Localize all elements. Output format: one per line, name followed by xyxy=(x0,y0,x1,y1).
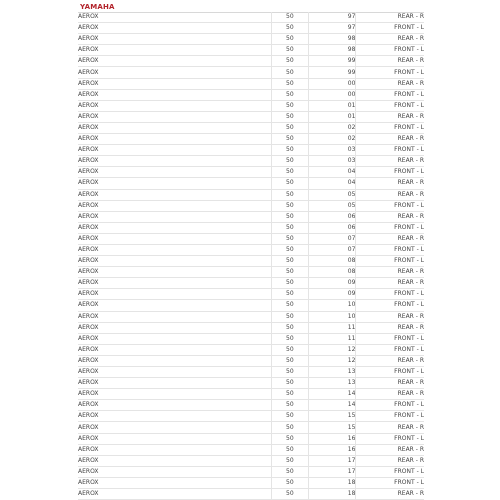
compatibility-table xyxy=(78,12,424,500)
displacement-cell: 50 xyxy=(271,156,308,167)
displacement-cell: 50 xyxy=(271,367,308,378)
year-cell: 18 xyxy=(308,477,355,488)
displacement-cell: 50 xyxy=(271,278,308,289)
displacement-cell: 50 xyxy=(271,23,308,34)
table-row xyxy=(78,100,424,111)
position-cell: FRONT - L xyxy=(356,289,424,300)
displacement-cell: 50 xyxy=(271,289,308,300)
table-row xyxy=(78,367,424,378)
table-row xyxy=(78,489,424,500)
model-cell: AEROX xyxy=(78,311,271,322)
position-cell: FRONT - L xyxy=(356,411,424,422)
position-cell: FRONT - L xyxy=(356,67,424,78)
table-row xyxy=(78,200,424,211)
year-cell: 10 xyxy=(308,311,355,322)
year-cell: 09 xyxy=(308,289,355,300)
displacement-cell: 50 xyxy=(271,422,308,433)
displacement-cell: 50 xyxy=(271,178,308,189)
table-row xyxy=(78,422,424,433)
year-cell: 17 xyxy=(308,455,355,466)
model-cell: AEROX xyxy=(78,78,271,89)
displacement-cell: 50 xyxy=(271,322,308,333)
model-cell: AEROX xyxy=(78,56,271,67)
position-cell: REAR - R xyxy=(356,233,424,244)
year-cell: 00 xyxy=(308,78,355,89)
year-cell: 12 xyxy=(308,355,355,366)
position-cell: FRONT - L xyxy=(356,333,424,344)
position-cell: FRONT - L xyxy=(356,222,424,233)
model-cell: AEROX xyxy=(78,422,271,433)
position-cell: REAR - R xyxy=(356,422,424,433)
displacement-cell: 50 xyxy=(271,189,308,200)
displacement-cell: 50 xyxy=(271,78,308,89)
position-cell: FRONT - L xyxy=(356,256,424,267)
displacement-cell: 50 xyxy=(271,89,308,100)
model-cell: AEROX xyxy=(78,178,271,189)
position-cell: FRONT - L xyxy=(356,45,424,56)
table-row xyxy=(78,23,424,34)
table-row xyxy=(78,411,424,422)
table-row xyxy=(78,134,424,145)
table-row xyxy=(78,122,424,133)
displacement-cell: 50 xyxy=(271,222,308,233)
year-cell: 02 xyxy=(308,134,355,145)
table-row xyxy=(78,444,424,455)
model-cell: AEROX xyxy=(78,12,271,23)
position-cell: REAR - R xyxy=(356,444,424,455)
model-cell: AEROX xyxy=(78,300,271,311)
displacement-cell: 50 xyxy=(271,100,308,111)
table-row xyxy=(78,466,424,477)
model-cell: AEROX xyxy=(78,100,271,111)
displacement-cell: 50 xyxy=(271,466,308,477)
table-row xyxy=(78,34,424,45)
year-cell: 98 xyxy=(308,34,355,45)
model-cell: AEROX xyxy=(78,134,271,145)
year-cell: 01 xyxy=(308,100,355,111)
displacement-cell: 50 xyxy=(271,333,308,344)
position-cell: FRONT - L xyxy=(356,167,424,178)
year-cell: 16 xyxy=(308,433,355,444)
year-cell: 17 xyxy=(308,466,355,477)
year-cell: 05 xyxy=(308,189,355,200)
year-cell: 01 xyxy=(308,111,355,122)
year-cell: 98 xyxy=(308,45,355,56)
position-cell: REAR - R xyxy=(356,455,424,466)
position-cell: REAR - R xyxy=(356,378,424,389)
position-cell: REAR - R xyxy=(356,355,424,366)
table-row xyxy=(78,433,424,444)
position-cell: REAR - R xyxy=(356,156,424,167)
model-cell: AEROX xyxy=(78,289,271,300)
position-cell: REAR - R xyxy=(356,267,424,278)
displacement-cell: 50 xyxy=(271,267,308,278)
model-cell: AEROX xyxy=(78,111,271,122)
model-cell: AEROX xyxy=(78,378,271,389)
displacement-cell: 50 xyxy=(271,45,308,56)
table-row xyxy=(78,244,424,255)
model-cell: AEROX xyxy=(78,222,271,233)
table-row xyxy=(78,344,424,355)
year-cell: 18 xyxy=(308,489,355,500)
table-row xyxy=(78,145,424,156)
table-row xyxy=(78,378,424,389)
position-cell: REAR - R xyxy=(356,311,424,322)
model-cell: AEROX xyxy=(78,322,271,333)
year-cell: 15 xyxy=(308,411,355,422)
displacement-cell: 50 xyxy=(271,477,308,488)
table-row xyxy=(78,289,424,300)
position-cell: REAR - R xyxy=(356,322,424,333)
model-cell: AEROX xyxy=(78,34,271,45)
year-cell: 14 xyxy=(308,389,355,400)
model-cell: AEROX xyxy=(78,477,271,488)
model-cell: AEROX xyxy=(78,344,271,355)
position-cell: FRONT - L xyxy=(356,300,424,311)
position-cell: FRONT - L xyxy=(356,200,424,211)
displacement-cell: 50 xyxy=(271,355,308,366)
position-cell: FRONT - L xyxy=(356,122,424,133)
displacement-cell: 50 xyxy=(271,200,308,211)
year-cell: 97 xyxy=(308,23,355,34)
displacement-cell: 50 xyxy=(271,378,308,389)
position-cell: REAR - R xyxy=(356,34,424,45)
displacement-cell: 50 xyxy=(271,111,308,122)
model-cell: AEROX xyxy=(78,267,271,278)
year-cell: 16 xyxy=(308,444,355,455)
year-cell: 03 xyxy=(308,145,355,156)
displacement-cell: 50 xyxy=(271,300,308,311)
year-cell: 04 xyxy=(308,167,355,178)
displacement-cell: 50 xyxy=(271,244,308,255)
displacement-cell: 50 xyxy=(271,134,308,145)
table-row xyxy=(78,322,424,333)
year-cell: 97 xyxy=(308,12,355,23)
position-cell: REAR - R xyxy=(356,389,424,400)
year-cell: 00 xyxy=(308,89,355,100)
table-row xyxy=(78,267,424,278)
model-cell: AEROX xyxy=(78,389,271,400)
model-cell: AEROX xyxy=(78,23,271,34)
year-cell: 05 xyxy=(308,200,355,211)
year-cell: 08 xyxy=(308,256,355,267)
year-cell: 15 xyxy=(308,422,355,433)
displacement-cell: 50 xyxy=(271,455,308,466)
table-row xyxy=(78,67,424,78)
table-row xyxy=(78,256,424,267)
table-row xyxy=(78,233,424,244)
model-cell: AEROX xyxy=(78,278,271,289)
brand-heading: YAMAHA xyxy=(80,3,115,11)
displacement-cell: 50 xyxy=(271,256,308,267)
position-cell: REAR - R xyxy=(356,178,424,189)
table-row xyxy=(78,211,424,222)
table-row xyxy=(78,477,424,488)
year-cell: 07 xyxy=(308,233,355,244)
model-cell: AEROX xyxy=(78,455,271,466)
year-cell: 03 xyxy=(308,156,355,167)
displacement-cell: 50 xyxy=(271,344,308,355)
displacement-cell: 50 xyxy=(271,233,308,244)
model-cell: AEROX xyxy=(78,400,271,411)
model-cell: AEROX xyxy=(78,411,271,422)
displacement-cell: 50 xyxy=(271,56,308,67)
position-cell: FRONT - L xyxy=(356,244,424,255)
year-cell: 99 xyxy=(308,56,355,67)
year-cell: 11 xyxy=(308,322,355,333)
table-row xyxy=(78,278,424,289)
table-row xyxy=(78,178,424,189)
position-cell: FRONT - L xyxy=(356,400,424,411)
position-cell: REAR - R xyxy=(356,111,424,122)
table-row xyxy=(78,111,424,122)
year-cell: 10 xyxy=(308,300,355,311)
model-cell: AEROX xyxy=(78,211,271,222)
year-cell: 06 xyxy=(308,222,355,233)
displacement-cell: 50 xyxy=(271,444,308,455)
table-row xyxy=(78,167,424,178)
model-cell: AEROX xyxy=(78,45,271,56)
model-cell: AEROX xyxy=(78,89,271,100)
displacement-cell: 50 xyxy=(271,489,308,500)
compatibility-table-body xyxy=(78,12,424,500)
year-cell: 02 xyxy=(308,122,355,133)
position-cell: FRONT - L xyxy=(356,100,424,111)
model-cell: AEROX xyxy=(78,466,271,477)
position-cell: FRONT - L xyxy=(356,477,424,488)
year-cell: 12 xyxy=(308,344,355,355)
table-row xyxy=(78,300,424,311)
table-row xyxy=(78,156,424,167)
displacement-cell: 50 xyxy=(271,167,308,178)
displacement-cell: 50 xyxy=(271,34,308,45)
year-cell: 14 xyxy=(308,400,355,411)
position-cell: REAR - R xyxy=(356,211,424,222)
model-cell: AEROX xyxy=(78,333,271,344)
displacement-cell: 50 xyxy=(271,389,308,400)
displacement-cell: 50 xyxy=(271,411,308,422)
position-cell: REAR - R xyxy=(356,12,424,23)
position-cell: FRONT - L xyxy=(356,344,424,355)
displacement-cell: 50 xyxy=(271,311,308,322)
table-row xyxy=(78,189,424,200)
model-cell: AEROX xyxy=(78,189,271,200)
displacement-cell: 50 xyxy=(271,400,308,411)
position-cell: FRONT - L xyxy=(356,433,424,444)
table-row xyxy=(78,45,424,56)
displacement-cell: 50 xyxy=(271,433,308,444)
table-row xyxy=(78,222,424,233)
model-cell: AEROX xyxy=(78,145,271,156)
model-cell: AEROX xyxy=(78,200,271,211)
table-row xyxy=(78,455,424,466)
year-cell: 11 xyxy=(308,333,355,344)
year-cell: 07 xyxy=(308,244,355,255)
table-row xyxy=(78,333,424,344)
table-row xyxy=(78,311,424,322)
position-cell: FRONT - L xyxy=(356,367,424,378)
model-cell: AEROX xyxy=(78,444,271,455)
model-cell: AEROX xyxy=(78,256,271,267)
table-row xyxy=(78,78,424,89)
table-row xyxy=(78,12,424,23)
position-cell: REAR - R xyxy=(356,489,424,500)
year-cell: 13 xyxy=(308,367,355,378)
position-cell: FRONT - L xyxy=(356,466,424,477)
model-cell: AEROX xyxy=(78,167,271,178)
position-cell: REAR - R xyxy=(356,78,424,89)
year-cell: 04 xyxy=(308,178,355,189)
position-cell: FRONT - L xyxy=(356,145,424,156)
model-cell: AEROX xyxy=(78,355,271,366)
position-cell: REAR - R xyxy=(356,134,424,145)
year-cell: 09 xyxy=(308,278,355,289)
table-row xyxy=(78,389,424,400)
displacement-cell: 50 xyxy=(271,122,308,133)
year-cell: 08 xyxy=(308,267,355,278)
model-cell: AEROX xyxy=(78,156,271,167)
position-cell: REAR - R xyxy=(356,56,424,67)
displacement-cell: 50 xyxy=(271,145,308,156)
position-cell: FRONT - L xyxy=(356,89,424,100)
position-cell: REAR - R xyxy=(356,278,424,289)
year-cell: 13 xyxy=(308,378,355,389)
table-row xyxy=(78,400,424,411)
year-cell: 06 xyxy=(308,211,355,222)
model-cell: AEROX xyxy=(78,244,271,255)
displacement-cell: 50 xyxy=(271,211,308,222)
model-cell: AEROX xyxy=(78,233,271,244)
table-row xyxy=(78,355,424,366)
displacement-cell: 50 xyxy=(271,67,308,78)
model-cell: AEROX xyxy=(78,122,271,133)
table-row xyxy=(78,56,424,67)
year-cell: 99 xyxy=(308,67,355,78)
position-cell: REAR - R xyxy=(356,189,424,200)
model-cell: AEROX xyxy=(78,67,271,78)
model-cell: AEROX xyxy=(78,489,271,500)
displacement-cell: 50 xyxy=(271,12,308,23)
table-row xyxy=(78,89,424,100)
position-cell: FRONT - L xyxy=(356,23,424,34)
model-cell: AEROX xyxy=(78,367,271,378)
model-cell: AEROX xyxy=(78,433,271,444)
